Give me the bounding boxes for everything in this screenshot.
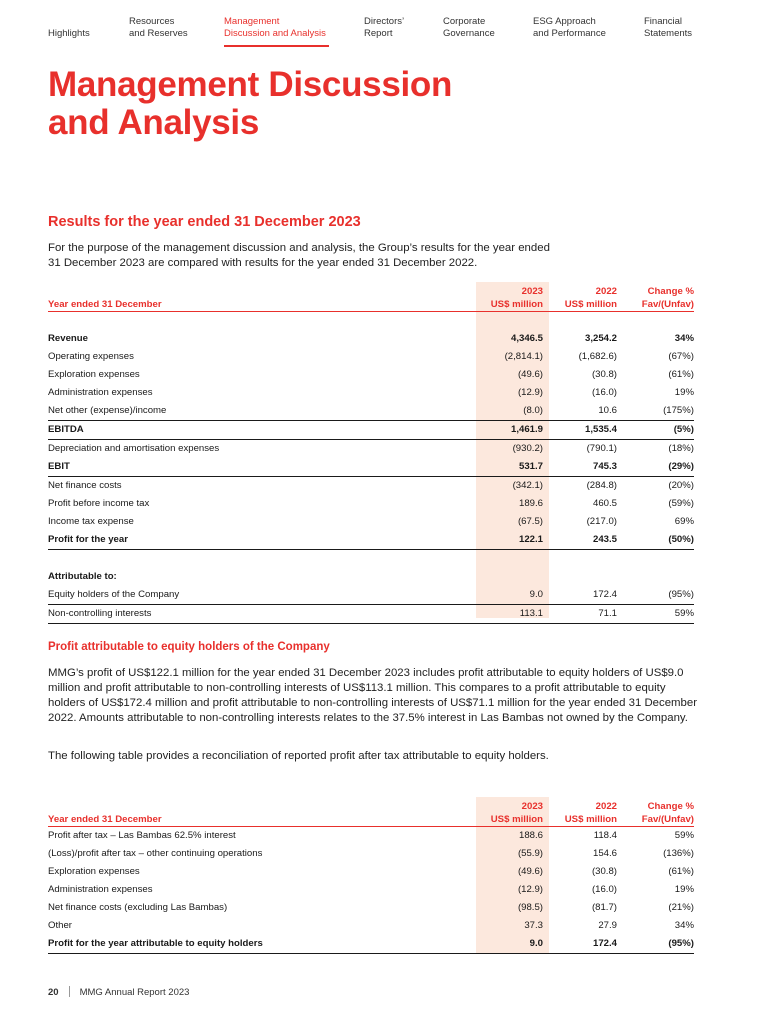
table1-header-2023: 2023 US$ million xyxy=(490,285,543,310)
table-row: Administration expenses (12.9) (16.0) 19% xyxy=(48,387,694,398)
page-title: Management Discussion and Analysis xyxy=(48,65,453,142)
table-row: Exploration expenses (49.6) (30.8) (61%) xyxy=(48,866,694,877)
page-footer xyxy=(48,986,189,998)
table-row: EBITDA 1,461.9 1,535.4 (5%) xyxy=(48,420,694,439)
table-row: Revenue 4,346.5 3,254.2 34% xyxy=(48,333,694,344)
table-row: Income tax expense (67.5) (217.0) 69% xyxy=(48,516,694,527)
table-row: Net finance costs (342.1) (284.8) (20%) xyxy=(48,480,694,491)
table-row: Profit for the year 122.1 243.5 (50%) xyxy=(48,531,694,550)
report-name: MMG Annual Report 2023 xyxy=(79,987,190,998)
table2-header-2023: 2023 US$ million xyxy=(490,800,543,825)
page-number: 20 xyxy=(48,987,59,998)
reconciliation-table xyxy=(48,797,694,954)
nav-financial-statements[interactable]: Financial Statements xyxy=(644,16,693,39)
results-intro-paragraph: For the purpose of the management discussion and analysis, the Group’s results for the year ended 31 December 2023 are compared with results for the year ended 31 December 2022. xyxy=(48,242,550,269)
table-row: Equity holders of the Company 9.0 172.4 (95%) xyxy=(48,586,694,605)
table-row: Administration expenses (12.9) (16.0) 19% xyxy=(48,884,694,895)
table-row: (Loss)/profit after tax – other continuing operations (55.9) 154.6 (136%) xyxy=(48,848,694,859)
table-row: Net finance costs (excluding Las Bambas) (98.5) (81.7) (21%) xyxy=(48,902,694,913)
top-navigation xyxy=(0,0,768,48)
table2-header-2022: 2022 US$ million xyxy=(564,800,617,825)
table1-header-2022: 2022 US$ million xyxy=(564,285,617,310)
nav-corporate-governance[interactable]: Corporate Governance xyxy=(443,16,495,39)
section-heading-results: Results for the year ended 31 December 2023 xyxy=(48,214,361,230)
nav-esg-approach[interactable]: ESG Approach and Performance xyxy=(533,16,606,39)
reconciliation-intro-paragraph: The following table provides a reconciliation of reported profit after tax attributable to equity holders. xyxy=(48,750,549,762)
table2-header-label: Year ended 31 December xyxy=(48,813,162,825)
section-heading-profit-attributable: Profit attributable to equity holders of the Company xyxy=(48,641,330,653)
table-row: Exploration expenses (49.6) (30.8) (61%) xyxy=(48,369,694,380)
nav-directors-report[interactable]: Directors’ Report xyxy=(364,16,405,39)
table1-header-label: Year ended 31 December xyxy=(48,298,162,310)
table-row: Profit for the year attributable to equity holders 9.0 172.4 (95%) xyxy=(48,935,694,954)
table-row: Depreciation and amortisation expenses (930.2) (790.1) (18%) xyxy=(48,439,694,458)
nav-management-discussion[interactable]: Management Discussion and Analysis xyxy=(224,16,326,39)
table-row: Profit before income tax 189.6 460.5 (59%) xyxy=(48,498,694,509)
table-row: Operating expenses (2,814.1) (1,682.6) (67%) xyxy=(48,351,694,362)
nav-highlights[interactable]: Highlights xyxy=(48,28,90,39)
table-row: Attributable to: xyxy=(48,571,117,582)
active-nav-underline xyxy=(224,45,329,47)
nav-resources-and-reserves[interactable]: Resources and Reserves xyxy=(129,16,188,39)
table2-header-change: Change % Fav/(Unfav) xyxy=(641,800,694,825)
table-row: Net other (expense)/income (8.0) 10.6 (175%) xyxy=(48,405,694,416)
profit-attributable-paragraph: MMG’s profit of US$122.1 million for the year ended 31 December 2023 includes profit attributable to equity holders of US$9.0 million and profit attributable to non-controlling interests of US$113.1 million. This compares to a profit attributable to equity holders of US$172.4 million and profit attributable to non-controlling interests of US$71.1 million for the year ended 31 December 2022. Amounts attributable to non-controlling interests relates to the 37.5% interest in Las Bambas not owned by the Company. xyxy=(48,667,697,724)
table-row: EBIT 531.7 745.3 (29%) xyxy=(48,458,694,477)
table-row: Non-controlling interests 113.1 71.1 59% xyxy=(48,604,694,623)
results-table xyxy=(48,282,694,624)
table-row: Profit after tax – Las Bambas 62.5% interest 188.6 118.4 59% xyxy=(48,830,694,841)
table1-header-change: Change % Fav/(Unfav) xyxy=(641,285,694,310)
table-row: Other 37.3 27.9 34% xyxy=(48,920,694,931)
footer-divider xyxy=(69,986,70,997)
